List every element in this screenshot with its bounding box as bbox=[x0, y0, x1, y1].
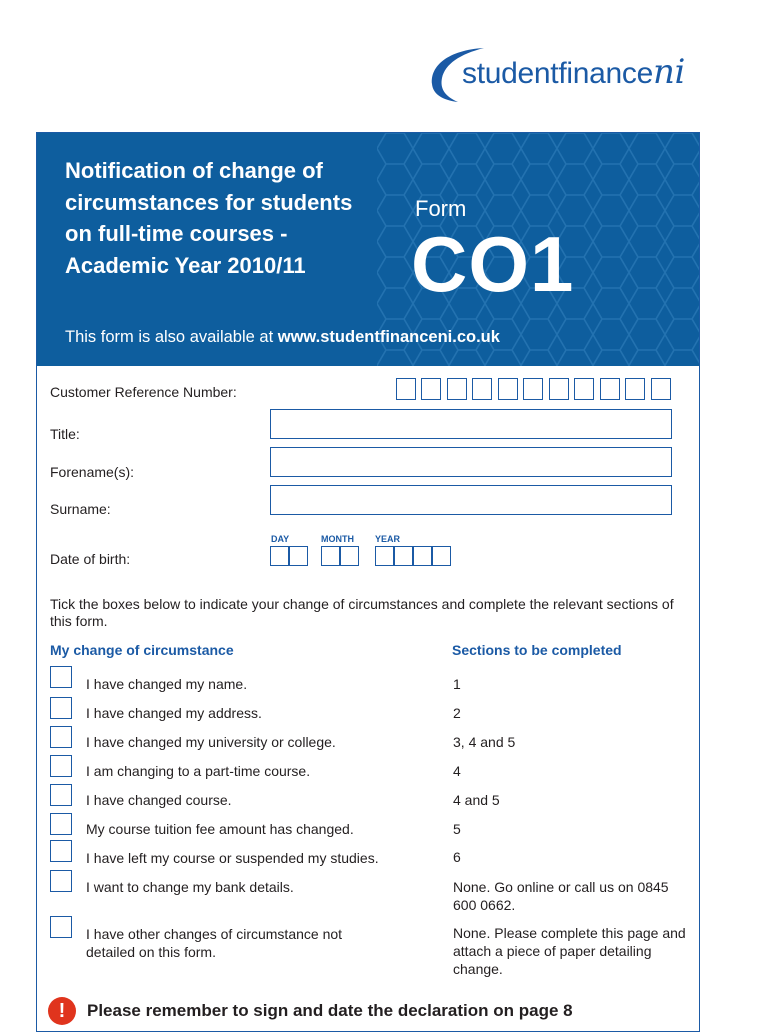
title-input[interactable] bbox=[270, 409, 672, 439]
dob-day-caption: DAY bbox=[271, 534, 290, 544]
dob-month-caption: MONTH bbox=[321, 534, 354, 544]
form-header-banner bbox=[37, 133, 699, 366]
dob-year-box[interactable] bbox=[432, 546, 451, 566]
change-row-sections: None. Go online or call us on 0845 600 0662. bbox=[453, 879, 669, 913]
sections-column-heading: Sections to be completed bbox=[452, 642, 622, 658]
change-row-label: I have other changes of circumstance not detailed on this form. bbox=[86, 926, 343, 960]
change-checkbox-name[interactable] bbox=[50, 666, 72, 688]
change-checkbox-other[interactable] bbox=[50, 916, 72, 938]
change-checkbox-tuition-fee[interactable] bbox=[50, 813, 72, 835]
change-row-label: I have left my course or suspended my studies. bbox=[86, 850, 379, 866]
logo-wordmark: studentfinanceni bbox=[462, 52, 686, 92]
form-label: Form bbox=[415, 196, 467, 221]
dob-day-box[interactable] bbox=[270, 546, 289, 566]
dob-month-box[interactable] bbox=[340, 546, 359, 566]
dob-year-caption: YEAR bbox=[375, 534, 401, 544]
change-checkbox-university[interactable] bbox=[50, 726, 72, 748]
crn-digit-box[interactable] bbox=[421, 378, 441, 400]
change-row-label: I have changed my name. bbox=[86, 676, 248, 692]
change-row-sections: 5 bbox=[453, 821, 461, 837]
form-code: CO1 bbox=[411, 220, 575, 308]
change-row-label: My course tuition fee amount has changed. bbox=[86, 821, 354, 837]
change-row-label: I have changed course. bbox=[86, 792, 232, 808]
change-checkbox-course[interactable] bbox=[50, 784, 72, 806]
change-row-label: I have changed my address. bbox=[86, 705, 262, 721]
studentfinance-ni-logo bbox=[428, 44, 728, 106]
change-row-label: I am changing to a part-time course. bbox=[86, 763, 311, 779]
change-column-heading: My change of circumstance bbox=[50, 642, 234, 658]
crn-label: Customer Reference Number: bbox=[50, 384, 237, 400]
crn-digit-box[interactable] bbox=[523, 378, 543, 400]
change-row-label: I want to change my bank details. bbox=[86, 879, 294, 895]
surname-label: Surname: bbox=[50, 501, 111, 517]
change-row-sections: 4 bbox=[453, 763, 461, 779]
crn-digit-box[interactable] bbox=[549, 378, 569, 400]
crn-digit-box[interactable] bbox=[600, 378, 620, 400]
change-row-label: I have changed my university or college. bbox=[86, 734, 336, 750]
change-row-sections: None. Please complete this page and attach a piece of paper detailing change. bbox=[453, 925, 686, 977]
form-title: Notification of change of circumstances for students on full-time courses - Academic Year 2010/11 bbox=[65, 158, 353, 278]
change-row-sections: 3, 4 and 5 bbox=[453, 734, 516, 750]
dob-month-box[interactable] bbox=[321, 546, 340, 566]
surname-input[interactable] bbox=[270, 485, 672, 515]
crn-digit-box[interactable] bbox=[498, 378, 518, 400]
crn-digit-box[interactable] bbox=[651, 378, 671, 400]
change-checkbox-part-time[interactable] bbox=[50, 755, 72, 777]
website-link[interactable]: www.studentfinanceni.co.uk bbox=[277, 328, 500, 346]
crn-digit-box[interactable] bbox=[472, 378, 492, 400]
dob-day-box[interactable] bbox=[289, 546, 308, 566]
forename-input[interactable] bbox=[270, 447, 672, 477]
forename-label: Forename(s): bbox=[50, 464, 135, 480]
dob-label: Date of birth: bbox=[50, 551, 131, 567]
instructions-text: Tick the boxes below to indicate your change of circumstances and complete the relevant sections of this form. bbox=[50, 596, 674, 629]
change-row-sections: 4 and 5 bbox=[453, 792, 500, 808]
change-row-sections: 2 bbox=[453, 705, 461, 721]
dob-year-box[interactable] bbox=[413, 546, 432, 566]
crn-digit-box[interactable] bbox=[447, 378, 467, 400]
change-checkbox-address[interactable] bbox=[50, 697, 72, 719]
availability-note: This form is also available at www.studentfinanceni.co.uk bbox=[65, 328, 500, 346]
dob-year-box[interactable] bbox=[375, 546, 394, 566]
change-checkbox-bank-details[interactable] bbox=[50, 870, 72, 892]
change-row-sections: 6 bbox=[453, 849, 461, 865]
crn-digit-box[interactable] bbox=[396, 378, 416, 400]
warning-text: Please remember to sign and date the declaration on page 8 bbox=[87, 1001, 573, 1020]
warning-icon: ! bbox=[48, 997, 76, 1025]
change-row-sections: 1 bbox=[453, 676, 461, 692]
title-label: Title: bbox=[50, 426, 80, 442]
dob-year-box[interactable] bbox=[394, 546, 413, 566]
change-checkbox-left-course[interactable] bbox=[50, 840, 72, 862]
crn-digit-box[interactable] bbox=[574, 378, 594, 400]
crn-digit-box[interactable] bbox=[625, 378, 645, 400]
